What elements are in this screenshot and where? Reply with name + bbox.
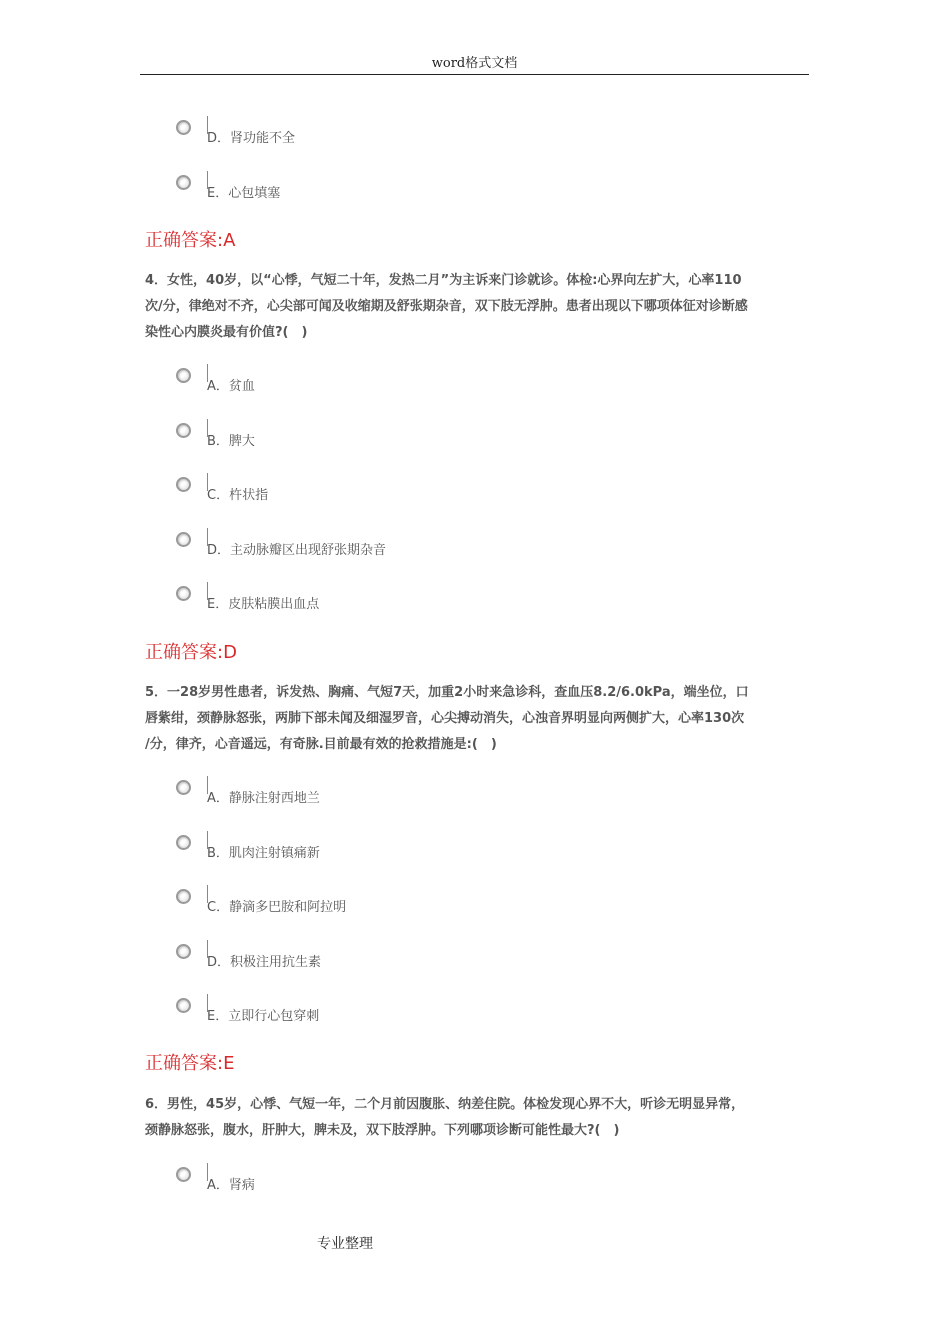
radio-button[interactable]	[176, 532, 191, 547]
option-label: E．立即行心包穿刺	[207, 1009, 320, 1024]
q4-question	[145, 268, 815, 346]
page-header	[140, 54, 809, 75]
option-label: B．脾大	[207, 434, 255, 449]
radio-button[interactable]	[176, 889, 191, 904]
q4-correct-answer: 正确答案:D	[145, 642, 237, 663]
radio-button[interactable]	[176, 780, 191, 795]
option-label: D．主动脉瓣区出现舒张期杂音	[207, 543, 387, 558]
radio-button[interactable]	[176, 586, 191, 601]
option-label: C．杵状指	[207, 488, 269, 503]
option-label: C．静滴多巴胺和阿拉明	[207, 900, 347, 915]
radio-button[interactable]	[176, 477, 191, 492]
radio-button[interactable]	[176, 120, 191, 135]
option-label: E．皮肤粘膜出血点	[207, 597, 320, 612]
option-label: B．肌肉注射镇痛新	[207, 846, 320, 861]
question-line: 染性心内膜炎最有价值?( )	[145, 325, 308, 340]
radio-button[interactable]	[176, 175, 191, 190]
option-label: A．静脉注射西地兰	[207, 791, 320, 806]
radio-button[interactable]	[176, 944, 191, 959]
option-label: A．贫血	[207, 379, 255, 394]
option-label: E．心包填塞	[207, 186, 281, 201]
question-line: 颈静脉怒张，腹水，肝肿大，脾未及，双下肢浮肿。下列哪项诊断可能性最大?( )	[145, 1123, 620, 1138]
question-line: /分，律齐，心音遥远，有奇脉.目前最有效的抢救措施是:( )	[145, 737, 497, 752]
radio-button[interactable]	[176, 423, 191, 438]
page-footer: 专业整理	[317, 1236, 373, 1252]
q3-correct-answer: 正确答案:A	[145, 230, 236, 251]
q5-question	[145, 680, 815, 758]
radio-button[interactable]	[176, 1167, 191, 1182]
header-title: word格式文档	[431, 56, 518, 71]
radio-button[interactable]	[176, 368, 191, 383]
option-label: D．肾功能不全	[207, 131, 296, 146]
question-line: 次/分，律绝对不齐，心尖部可闻及收缩期及舒张期杂音，双下肢无浮肿。患者出现以下哪项体征对诊断感	[145, 299, 748, 314]
option-label: A．肾病	[207, 1178, 255, 1193]
question-line: 5．一28岁男性患者，诉发热、胸痛、气短7天，加重2小时来急诊科，查血压8.2/6.0kPa，端坐位，口	[145, 685, 749, 700]
q5-correct-answer: 正确答案:E	[145, 1053, 235, 1074]
question-line: 4．女性，40岁，以“心悸，气短二十年，发热二月”为主诉来门诊就诊。体检:心界向左扩大，心率110	[145, 273, 742, 288]
option-label: D．积极注用抗生素	[207, 955, 322, 970]
question-line: 唇紫绀，颈静脉怒张，两肺下部未闻及细湿罗音，心尖搏动消失，心浊音界明显向两侧扩大，心率130次	[145, 711, 745, 726]
radio-button[interactable]	[176, 835, 191, 850]
q6-question	[145, 1092, 815, 1144]
question-line: 6．男性，45岁，心悸、气短一年，二个月前因腹胀、纳差住院。体检发现心界不大，听诊无明显异常，	[145, 1097, 745, 1112]
radio-button[interactable]	[176, 998, 191, 1013]
